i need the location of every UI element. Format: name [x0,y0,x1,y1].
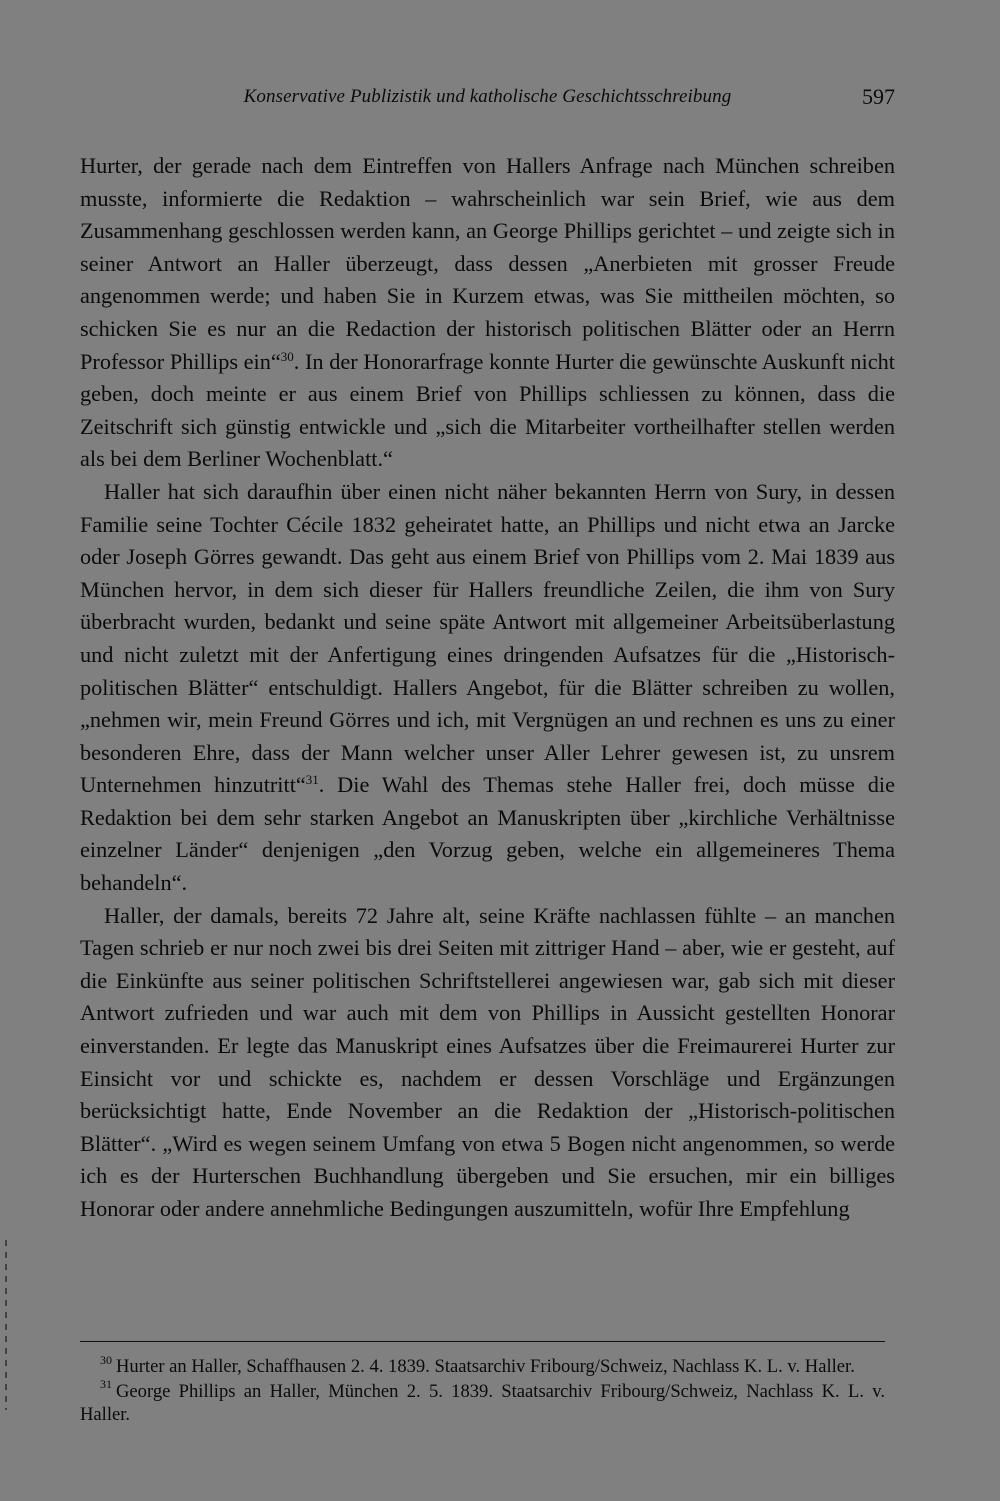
scan-margin-mark [5,1240,7,1410]
paragraph-text: Haller hat sich daraufhin über einen nicht näher bekannten Herrn von Sury, in dessen Familie seine Tochter Cécile 1832 geheiratet hatte, an Phillips und nicht etwa an Jarcke oder Joseph Görres gewandt. Das geht aus einem Brief von Phillips vom 2. Mai 1839 aus München hervor, in dem sich dieser für Hallers freundliche Zeilen, die ihm von Sury überbracht wurden, bedankt und seine späte Antwort mit allgemeiner Arbeitsüberlastung und nicht zuletzt mit der Anfertigung eines dringenden Aufsatzes für die „Historisch-politischen Blätter“ entschuldigt. Hallers Angebot, für die Blätter schreiben zu wollen, „nehmen wir, mein Freund Görres und ich, mit Vergnügen an und rechnen es uns zu einer besonderen Ehre, dass der Mann welcher unser Aller Lehrer gewesen ist, zu unsrem Unternehmen hinzutritt“ [80,478,895,798]
footnote-text: George Phillips an Haller, München 2. 5. 1839. Staatsarchiv Fribourg/Schweiz, Nachlass K. L. v. Haller. [80,1380,885,1425]
footnotes [80,1352,885,1428]
paragraph-text: . Die Wahl des Themas stehe Haller frei, doch müsse die Redaktion bei dem sehr starken Angebot an Manuskripten über „kirchliche Verhältnisse einzelner Länder“ denjenigen „den Vorzug geben, welche ein allgemeineres Thema behandeln“. [80,772,895,896]
footnote-text: Hurter an Haller, Schaffhausen 2. 4. 1839. Staatsarchiv Fribourg/Schweiz, Nachlass K. L. v. Haller. [116,1356,855,1377]
paragraph-text: Hurter, der gerade nach dem Eintreffen von Hallers Anfrage nach München schreiben musste, informierte die Redaktion – wahrscheinlich war sein Brief, wie aus dem Zusammenhang geschlossen werden kann, an George Phillips gerichtet – und zeigte sich in seiner Antwort an Haller überzeugt, dass dessen „Anerbieten mit grosser Freude angenommen werde; und haben Sie in Kurzem etwas, was Sie mittheilen möchten, so schicken Sie es nur an die Redaction der historisch politischen Blätter oder an Herrn Professor Phillips ein“ [80,153,895,374]
page-number: 597 [862,84,895,109]
body-text [80,150,895,1226]
footnote [80,1377,885,1427]
paragraph [80,150,895,476]
paragraph-text: Haller, der damals, bereits 72 Jahre alt, seine Kräfte nachlassen fühlte – an manchen Tagen schrieb er nur noch zwei bis drei Seiten mit zittriger Hand – aber, wie er gesteht, auf die Einkünfte aus seiner politischen Schriftstellerei angewiesen war, gab sich mit dieser Antwort zufrieden und war auch mit dem von Phillips in Aussicht gestellten Honorar einverstanden. Er legte das Manuskript eines Aufsatzes über die Freimaurerei Hurter zur Einsicht vor und schickte es, nachdem er dessen Vorschläge und Ergänzungen berücksichtigt hatte, Ende November an die Redaktion der „Historisch-politischen Blätter“. „Wird es wegen seinem Umfang von etwa 5 Bogen nicht angenommen, so werde ich es der Hurterschen Buchhandlung übergeben und Sie ersuchen, mir ein billiges Honorar oder andere annehmliche Bedingungen auszumitteln, wofür Ihre Empfehlung [80,902,895,1221]
footnote [80,1352,885,1379]
paragraph-text: . In der Honorarfrage konnte Hurter die gewünschte Auskunft nicht geben, doch meinte er aus einem Brief von Phillips schliessen zu können, dass die Zeitschrift sich günstig entwickle und „sich die Mitarbeiter vortheilhafter stellen werden als bei dem Berliner Wochenblatt.“ [80,348,895,472]
page-header [80,86,895,116]
paragraph [80,476,895,900]
footnote-reference: 30 [280,348,294,364]
footnote-number: 31 [100,1377,112,1392]
footnote-number: 30 [100,1352,112,1367]
footnote-reference: 31 [305,772,319,788]
running-title: Konservative Publizistik und katholische Geschichtsschreibung [243,86,732,107]
paragraph [80,900,895,1226]
footnote-separator [80,1341,885,1342]
